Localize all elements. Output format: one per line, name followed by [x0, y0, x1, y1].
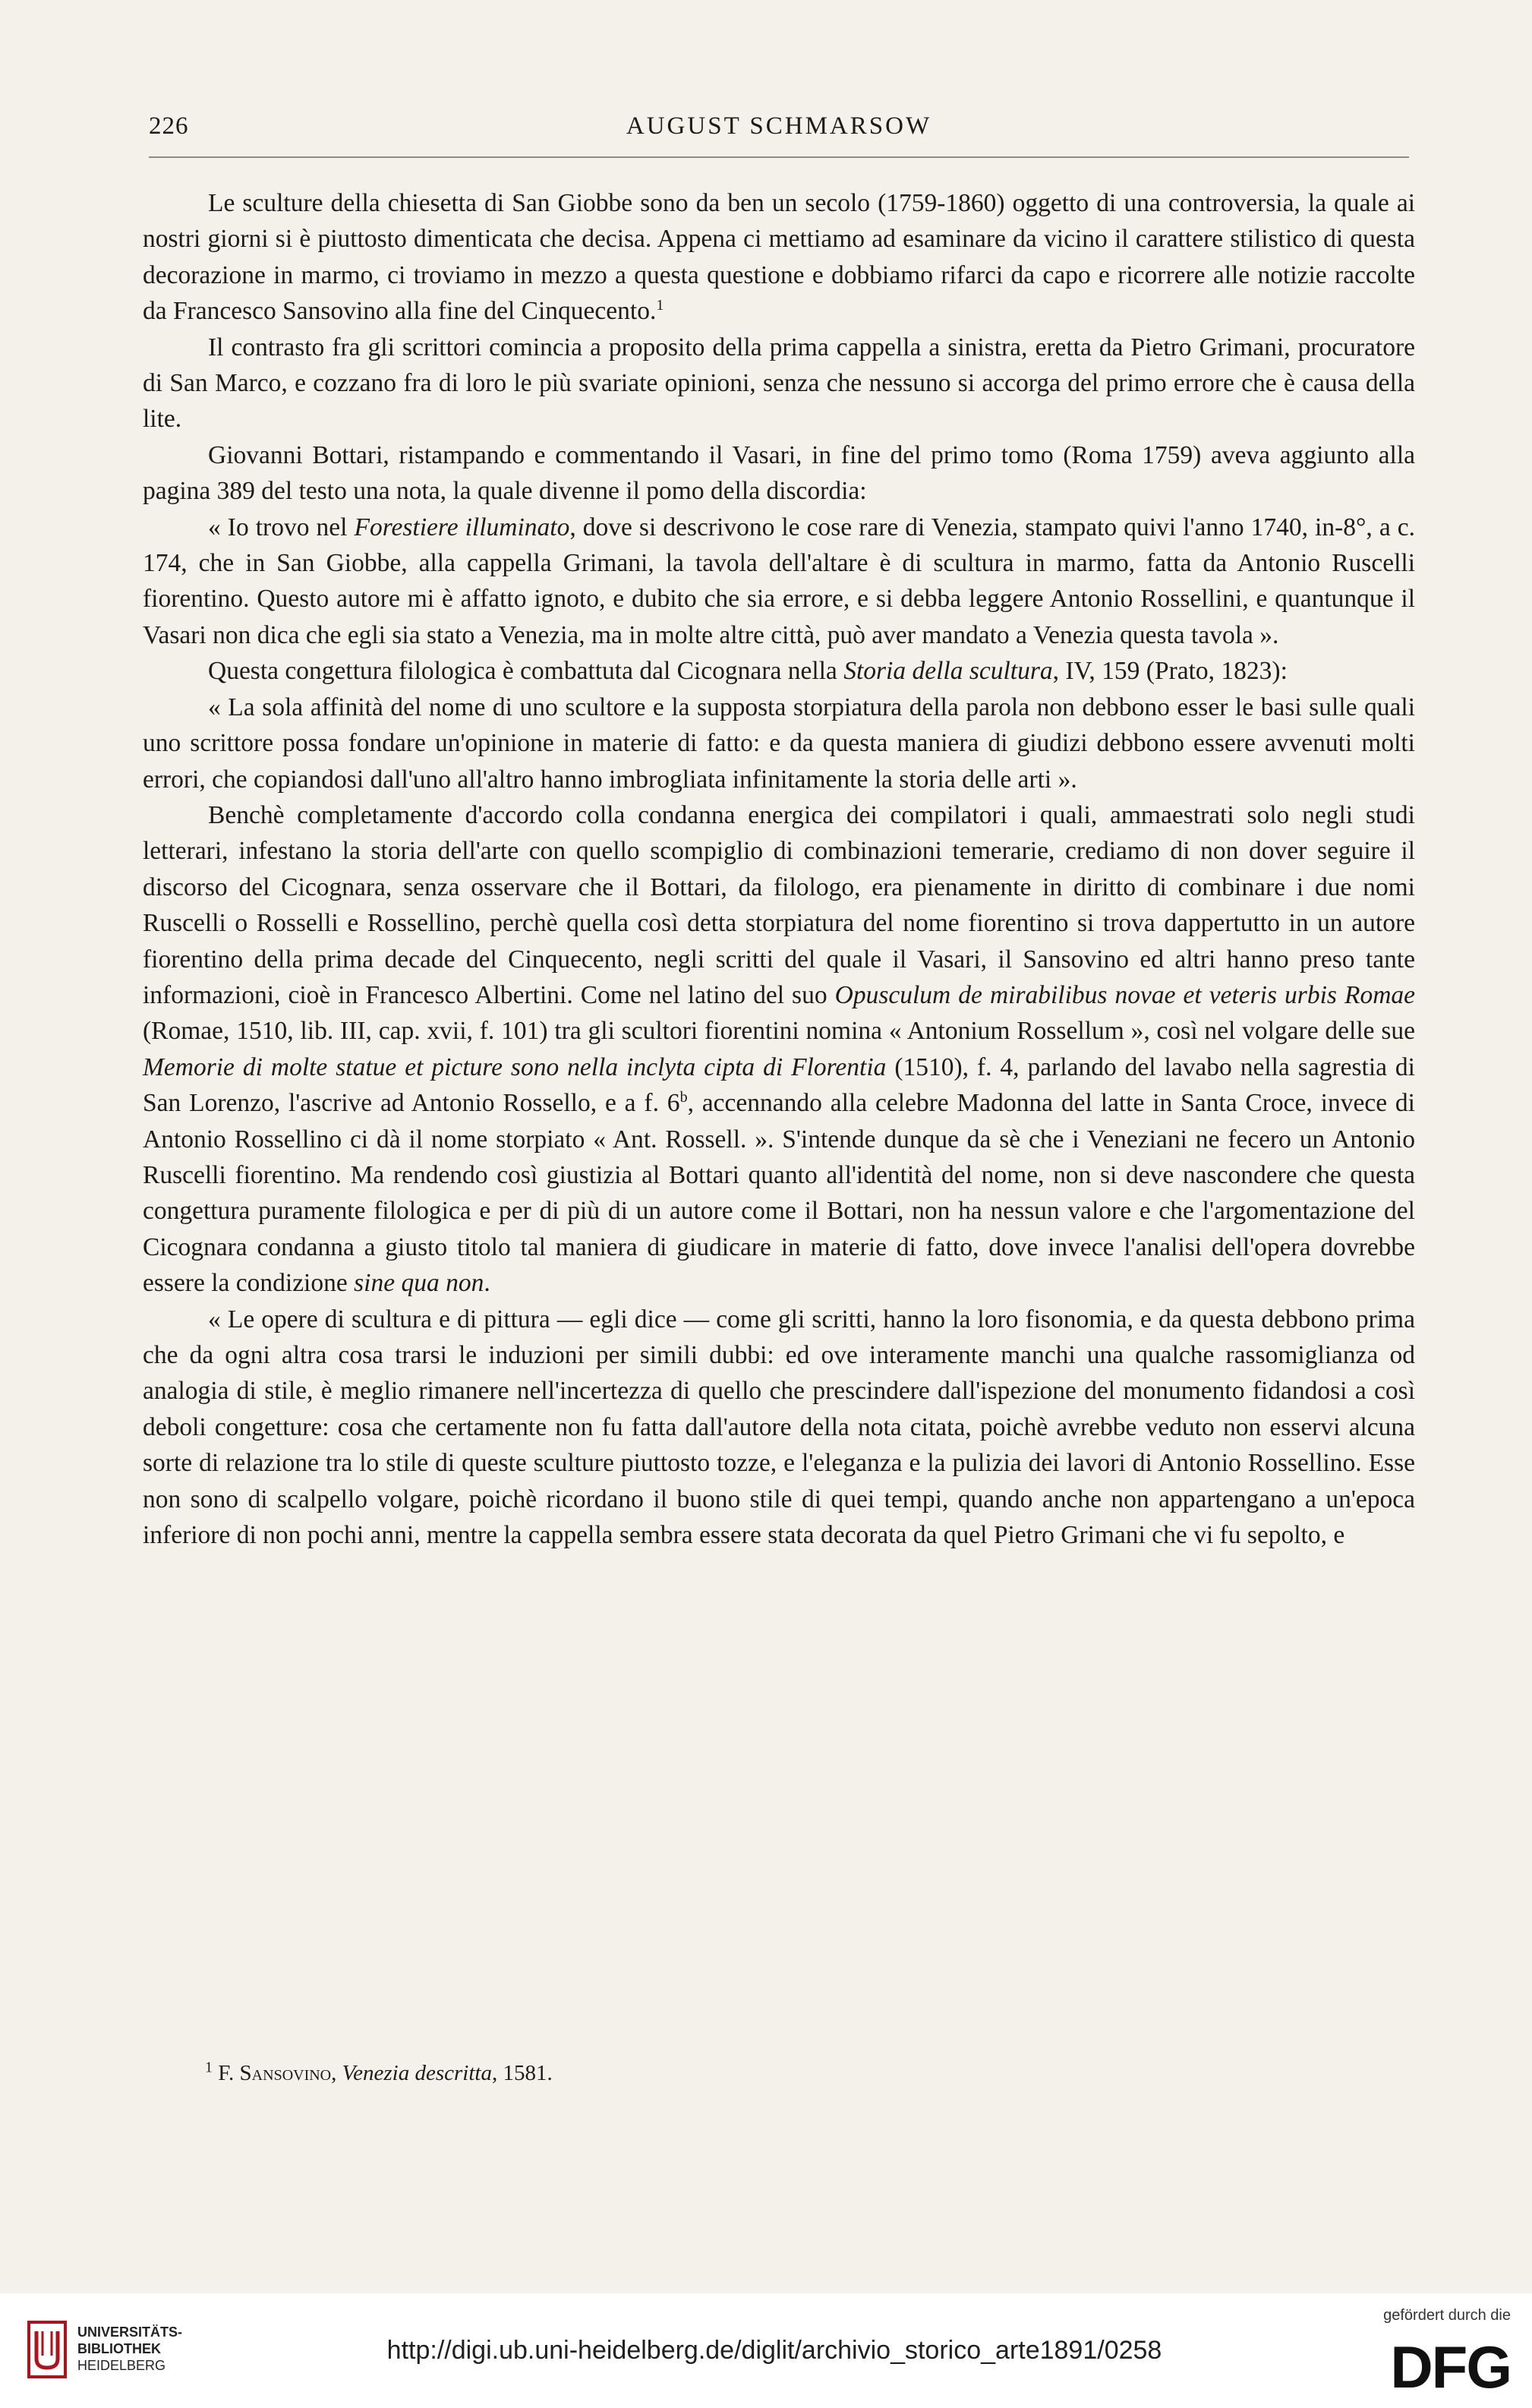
- footnote-title: Venezia descritta: [342, 2061, 492, 2085]
- footnotes: $^1$ F. Sansovino, Venezia descritta, 1581.: [205, 2059, 553, 2085]
- funded-by-text: gefördert durch die: [1383, 2307, 1511, 2324]
- paragraph-5: Questa congettura filologica è combattuta dal Cicognara nella Storia della scultura, IV, 159 (Prato, 1823):: [208, 657, 1288, 686]
- ub-line-2: BIBLIOTHEK: [77, 2341, 161, 2356]
- header-rule: [149, 156, 1409, 158]
- footnote-ref[interactable]: 1: [656, 297, 664, 314]
- ub-emblem-icon: [27, 2321, 67, 2378]
- ub-heidelberg-logo[interactable]: [27, 2310, 183, 2389]
- dfg-funding: [1344, 2307, 1511, 2398]
- page-number: 226: [149, 112, 189, 140]
- quote-bottari: « Io trovo nel Forestiere illuminato, dove si descrivono le cose rare di Venezia, stampato quivi l'anno 1740, in-8°, a c. 174, che in San Giobbe, alla cappella Grimani, la tavola dell'altare è di scultura in marmo, fatta da Antonio Ruscelli fiorentino. Questo autore mi è affatto ignoto, e dubito che sia errore, e si debba leggere Antonio Rossellini, e quantunque il Vasari non dica che egli sia stato a Venezia, ma in molte altre città, può aver mandato a Venezia questa tavola ».: [143, 513, 1415, 649]
- paragraph-1-text: Le sculture della chiesetta di San Giobbe sono da ben un secolo (1759-1860) oggetto di una controversia, la quale ai nostri giorni si è piuttosto dimenticata che decisa. Appena ci mettiamo ad esaminare da vicino il carattere stilistico di questa decorazione in marmo, ci troviamo in mezzo a questa questione e dobbiamo rifarci da capo e ricorrere alle notizie raccolte da Francesco Sansovino alla fine del Cinquecento.: [143, 189, 1415, 326]
- ub-line-1: UNIVERSITÄTS-: [77, 2324, 183, 2340]
- paragraph-1: [143, 185, 1415, 330]
- footnote-author: F. Sansovino: [218, 2061, 332, 2085]
- dfg-logo[interactable]: [1354, 2337, 1511, 2394]
- page-header: [149, 112, 1409, 146]
- quote-cicognara-2: « Le opere di scultura e di pittura — egli dice — come gli scritti, hanno la loro fisonomia, e da questa debbono prima che da ogni altra cosa trarsi le induzioni per simili dubbi: ed ove interamente manchi una qualche rassomiglianza od analogia di stile, è meglio rimanere nell'incertezza di quello che prescindere dall'ispezione del monumento fidandosi a così deboli congetture: cosa che certamente non fu fatta dall'autore della nota citata, poichè avrebbe veduto non esservi alcuna sorte di relazione tra lo stile di queste sculture piuttosto tozze, e l'eleganza e la pulizia dei lavori di Antonio Rossellino. Esse non sono di scalpello volgare, poichè ricordano il buono stile di quei tempi, quando anche non appartengano a un'epoca inferiore di non pochi anni, mentre la cappella sembra essere stata decorata da quel Pietro Grimani che vi fu sepolto, e: [143, 1305, 1415, 1550]
- footnote-mark: 1: [205, 2059, 213, 2076]
- paragraph-7: Benchè completamente d'accordo colla condanna energica dei compilatori i quali, ammaestrati solo negli studi letterari, infestano la storia dell'arte con quello scompiglio di combinazioni temerarie, crediamo di non dover seguire il discorso del Cicognara, senza osservare che il Bottari, da filologo, era pienamente in diritto di combinare i due nomi Ruscelli o Rosselli e Rossellino, perchè quella così detta storpiatura del nome fiorentino si trova dappertutto in un autore fiorentino della prima decade del Cinquecento, negli scritti del quale il Vasari, il Sansovino ed altri hanno preso tante informazioni, cioè in Francesco Albertini. Come nel latino del suo Opusculum de mirabilibus novae et veteris urbis Romae (Romae, 1510, lib. III, cap. xvii, f. 101) tra gli scultori fiorentini nomina « Antonium Rossellum », così nel volgare delle sue Memorie di molte statue et picture sono nella inclyta cipta di Florentia (1510), f. 4, parlando del lavabo nella sagrestia di San Lorenzo, l'ascrive ad Antonio Rossello, e a f. 6$^b$, accennando alla celebre Madonna del latte in Santa Croce, invece di Antonio Rossellino ci dà il nome storpiato « Ant. Rossell. ». S'intende dunque da sè che i Veneziani ne fecero un Antonio Ruscelli fiorentino. Ma rendendo così giustizia al Bottari quanto all'identità del nome, non si deve nascondere che questa congettura puramente filologica e per di più di un autore come il Bottari, non ha nessun valore e che l'argomentazione del Cicognara condanna a giusto titolo tal maniera di giudicare in materie di fatto, dove invece l'analisi dell'opera dovrebbe essere la condizione sine qua non.: [143, 800, 1416, 1298]
- paragraph-3: Giovanni Bottari, ristampando e commentando il Vasari, in fine del primo tomo (Roma 1759) aveva aggiunto alla pagina 389 del testo una nota, la quale divenne il pomo della discordia:: [143, 440, 1415, 506]
- permalink-url[interactable]: http://digi.ub.uni-heidelberg.de/diglit/archivio_storico_arte1891/0258: [386, 2336, 1162, 2365]
- body-text: [143, 185, 1415, 1553]
- viewer-footer: [0, 2293, 1532, 2408]
- paragraph-2: Il contrasto fra gli scrittori comincia a proposito della prima cappella a sinistra, eretta da Pietro Grimani, procuratore di San Marco, e cozzano fra di loro le più svariate opinioni, senza che nessuno si accorga del primo errore che è causa della lite.: [143, 333, 1415, 434]
- quote-cicognara: « La sola affinità del nome di uno scultore e la supposta storpiatura della parola non debbono esser le basi sulle quali uno scrittore possa fondare un'opinione in materie di fatto: e da questa maniera di giudizi debbono essere avvenuti molti errori, che copiandosi dall'uno all'altro hanno imbrogliata infinitamente la storia delle arti ».: [143, 693, 1415, 794]
- ub-name: [77, 2324, 182, 2374]
- running-head: AUGUST SCHMARSOW: [626, 112, 932, 140]
- svg-text:DFG: DFG: [1390, 2337, 1511, 2394]
- ub-line-3: HEIDELBERG: [77, 2358, 166, 2373]
- footnote-year: 1581.: [503, 2061, 553, 2085]
